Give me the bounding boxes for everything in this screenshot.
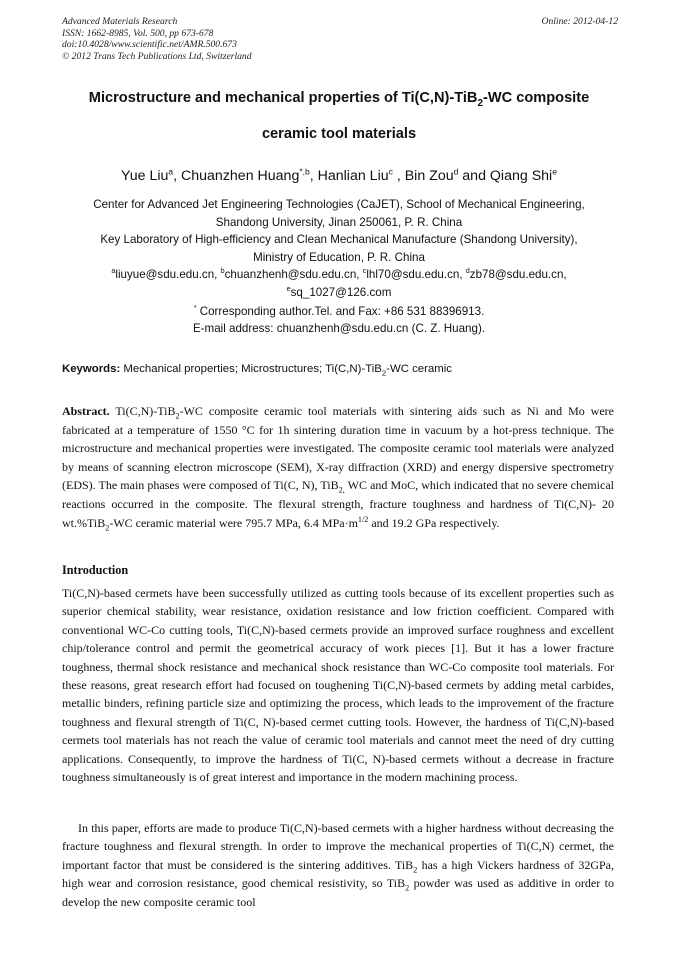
journal-name: Advanced Materials Research	[62, 16, 178, 27]
keywords: Keywords: Mechanical properties; Microstructures; Ti(C,N)-TiB$_2$-WC ceramic	[62, 363, 452, 378]
journal-header	[62, 16, 252, 62]
corresponding-author	[0, 303, 678, 337]
doi-line: doi:10.4028/www.scientific.net/AMR.500.673	[62, 39, 237, 51]
abstract-label: Abstract.	[62, 404, 110, 418]
introduction-paragraph-1: Ti(C,N)-based cermets have been successfully utilized as cutting tools because of its excellent properties such as superior chemical stability, wear resistance, oxidation resistance and low friction coefficient. Compared with conventional WC-Co cutting tools, Ti(C,N)-based cermets provide an improved surface roughness and excellent chip/tolerance control and permit the geometrical accuracy of work pieces [1]. But it has a lower fracture toughness, thermal shock resistance and mechanical shock resistance than WC-Co composite tool materials. For these reasons, great research effort had focused on toughening Ti(C,N)-based cermets by adding metal carbides, metallic binders, refining particle size and optimizing the process, which leads to the improvement of the fracture toughness and flexural strength of Ti(C, N)-based cermet cutting tools. However, the hardness of Ti(C,N)-based cermets tool materials has not reach the value of ceramic tool materials and cannot meet the need of dry cutting applications. Consequently, to improve the hardness of Ti(C, N)-based cermets without a decrease in fracture toughness simultaneously is of great interest and importance in the modern machining process.	[62, 586, 614, 785]
affiliation-line: Shandong University, Jinan 250061, P. R. China	[215, 215, 463, 229]
affiliation-line: Key Laboratory of High-efficiency and Clean Mechanical Manufacture (Shandong University),	[100, 233, 578, 246]
corresponding-email: E-mail address: chuanzhenh@sdu.edu.cn (C. Z. Huang).	[192, 322, 486, 335]
affiliation-line: Ministry of Education, P. R. China	[253, 250, 425, 264]
issn-line: ISSN: 1662-8985, Vol. 500, pp 673-678	[62, 27, 214, 39]
paper-title-line-1: Microstructure and mechanical properties of Ti(C,N)-TiB$_2$-WC composite	[88, 90, 590, 109]
corresponding-contact: * Corresponding author.Tel. and Fax: +86 531 88396913.	[193, 303, 485, 318]
introduction-paragraph-2: In this paper, efforts are made to produce Ti(C,N)-based cermets with a higher hardness without decreasing the fracture toughness and flexural strength. In order to improve the mechanical properties of Ti(C,N) cermet, the important factor that must be considered is the sintering additives. TiB$_2$ has a high Vickers hardness of 32GPa, high wear and corrosion resistance, good chemical resistivity, so TiB$_2$ powder was used as additive in order to develop the new composite ceramic tool	[62, 821, 615, 909]
affiliations	[0, 196, 678, 301]
paper-title-line-2: ceramic tool materials	[261, 126, 417, 142]
author-emails: $^e$sq_1027@126.com	[286, 283, 392, 299]
abstract: Abstract. Ti(C,N)-TiB$_2$-WC composite ceramic tool materials with sintering aids such as Ni and Mo were fabricated at a temperature of 1550 °C for 1h sintering duration time in vacuum by a hot-press technique. The microstructure and mechanical properties were investigated. The composite ceramic tool materials were analyzed by means of scanning electron microscope (SEM), X-ray diffraction (XRD) and energy dispersive spectrometry (EDS). The main phases were composed of Ti(C, N), TiB$_{2,}$ WC and MoC, which indicated that no severe chemical reactions occurred in the composite. The flexural strength, fracture toughness and hardness of Ti(C,N)- 20 wt.%TiB$_2$-WC ceramic material were 795.7 MPa, 6.4 $MPa\cdot m^{1/2}$ and 19.2 GPa respectively.	[62, 404, 614, 532]
affiliation-line: Center for Advanced Jet Engineering Technologies (CaJET), School of Mechanical Engineering,	[93, 198, 585, 211]
author-emails: $^a$liuyue@sdu.edu.cn, $^b$chuanzhenh@sdu.edu.cn, $^c$lhl70@sdu.edu.cn, $^d$zb78@sdu.edu.cn,	[111, 266, 567, 281]
copyright-line: © 2012 Trans Tech Publications Ltd, Switzerland	[62, 50, 252, 62]
online-date: Online: 2012-04-12	[541, 16, 618, 27]
introduction-heading: Introduction	[62, 563, 129, 577]
author-list: Yue Liu$^a$, Chuanzhen Huang$^{*,b}$, Hanlian Liu$^c$ , Bin Zou$^d$ and Qiang Shi$^e$	[121, 166, 557, 184]
keywords-label: Keywords:	[62, 363, 121, 375]
